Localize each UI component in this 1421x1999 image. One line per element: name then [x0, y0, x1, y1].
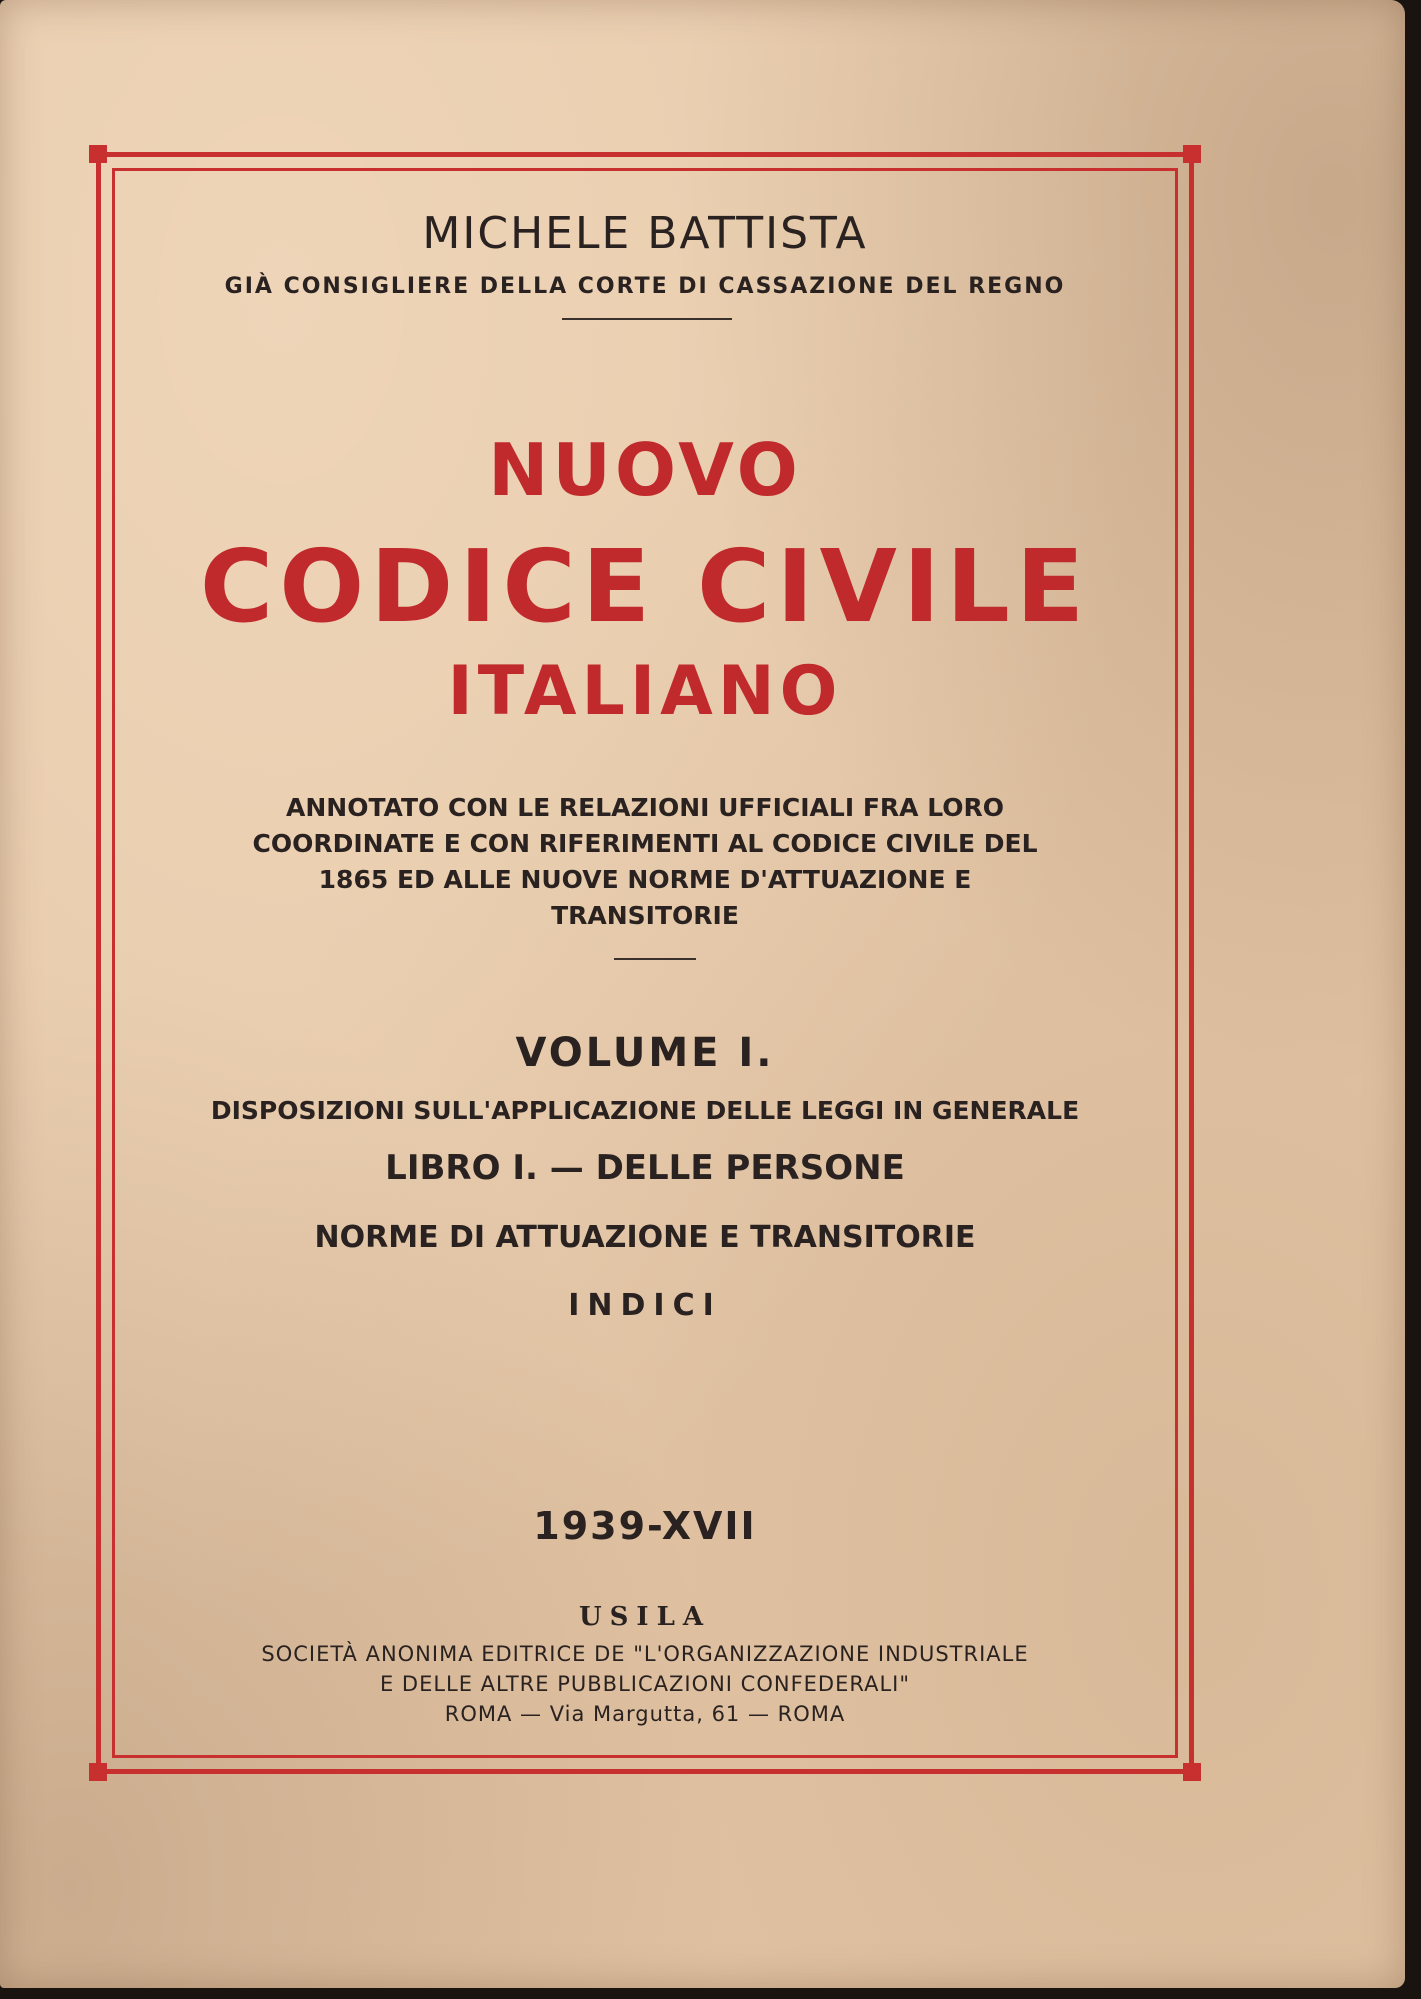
title-line-1: NUOVO: [488, 428, 802, 512]
book-title: LIBRO I. — DELLE PERSONE: [385, 1148, 905, 1188]
divider-top: [562, 318, 732, 320]
subtitle: ANNOTATO CON LE RELAZIONI UFFICIALI FRA LORO COORDINATE E CON RIFERIMENTI AL CODICE CIVILE DEL 1865 ED ALLE NUOVE NORME D'ATTUAZIONE E TRANSITORIE: [252, 793, 1038, 930]
publisher-name: USILA: [578, 1602, 712, 1632]
frame-corner-bottom-right: [1183, 1763, 1201, 1781]
title-line-3: ITALIANO: [447, 652, 843, 731]
divider-middle: [614, 958, 696, 960]
cover-content: [112, 168, 1178, 1758]
publisher-line-2: E DELLE ALTRE PUBBLICAZIONI CONFEDERALI": [379, 1672, 911, 1696]
frame-corner-top-right: [1183, 145, 1201, 163]
publication-year: 1939-XVII: [533, 1504, 757, 1548]
indexes-title: INDICI: [568, 1288, 722, 1323]
volume-description: DISPOSIZIONI SULL'APPLICAZIONE DELLE LEGGI IN GENERALE: [210, 1096, 1080, 1125]
norms-title: NORME DI ATTUAZIONE E TRANSITORIE: [314, 1220, 976, 1255]
frame-corner-bottom-left: [89, 1763, 107, 1781]
author-position: GIÀ CONSIGLIERE DELLA CORTE DI CASSAZIONE DEL REGNO: [224, 274, 1066, 299]
publisher-line-1: SOCIETÀ ANONIMA EDITRICE DE "L'ORGANIZZAZIONE INDUSTRIALE: [261, 1642, 1029, 1666]
volume-label: VOLUME I.: [515, 1030, 775, 1076]
publisher-address: ROMA — Via Margutta, 61 — ROMA: [444, 1702, 846, 1726]
frame-corner-top-left: [89, 145, 107, 163]
title-line-2: CODICE CIVILE: [199, 528, 1091, 645]
author-name: MICHELE BATTISTA: [422, 208, 868, 259]
